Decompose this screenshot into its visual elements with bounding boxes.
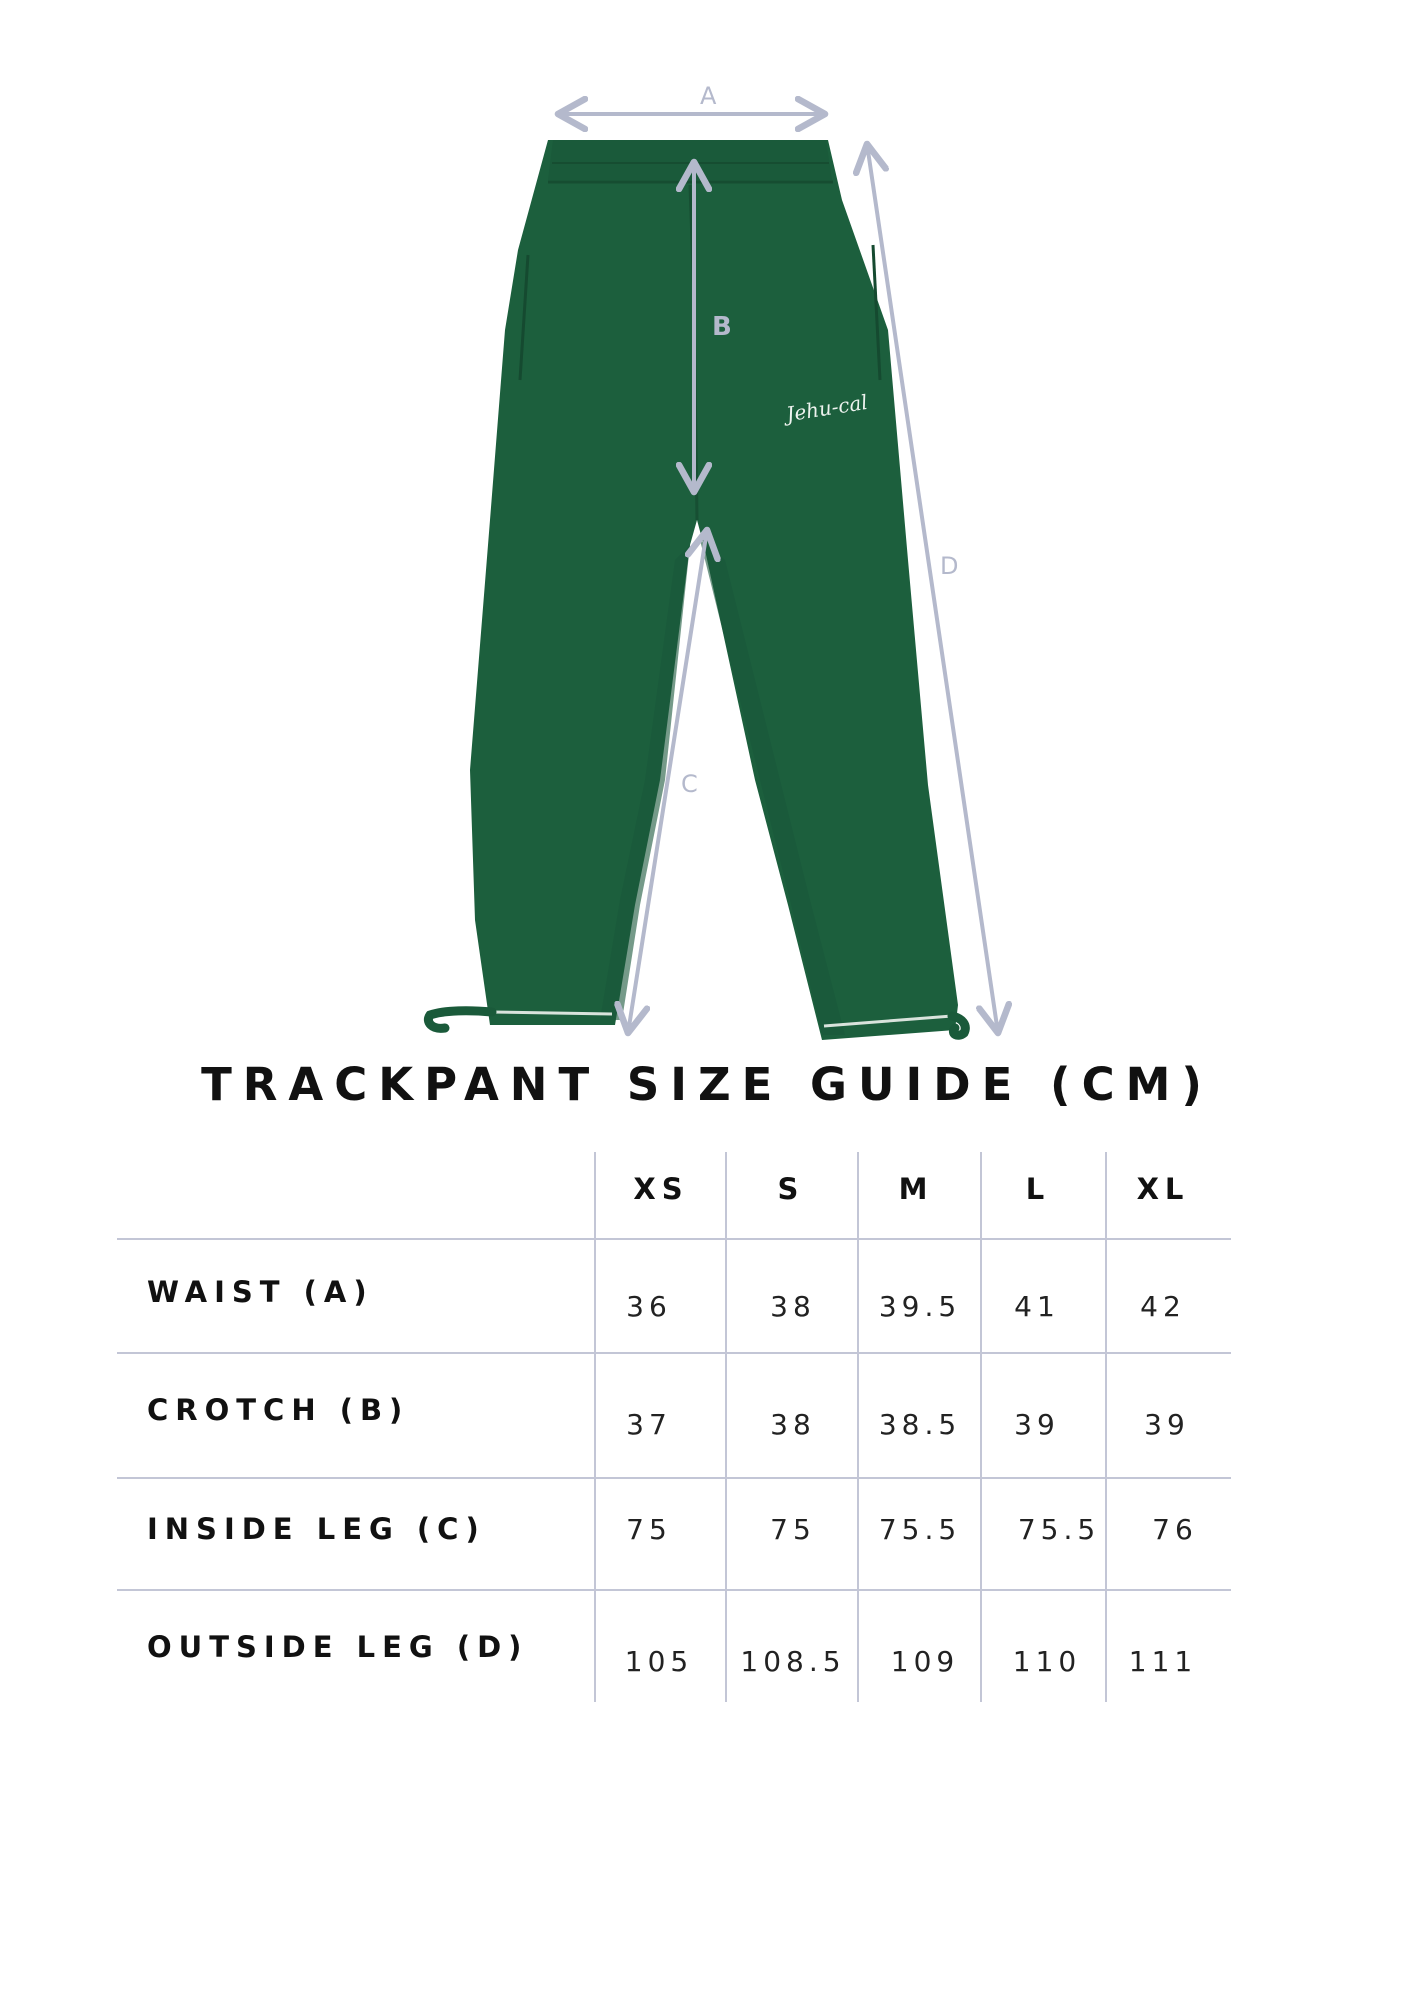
brand-logo-script: Jehu-cal bbox=[784, 389, 870, 427]
size-header-m: M bbox=[898, 1172, 934, 1206]
size-header-xs: XS bbox=[633, 1172, 689, 1206]
table-cell: 39.5 bbox=[878, 1290, 962, 1323]
dimension-label-c: C bbox=[681, 770, 698, 798]
table-cell: 111 bbox=[1128, 1645, 1198, 1678]
table-cell: 38 bbox=[770, 1408, 816, 1441]
size-guide-title: TRACKPANT SIZE GUIDE (CM) bbox=[201, 1058, 1213, 1111]
size-header-xl: XL bbox=[1136, 1172, 1190, 1206]
table-cell: 76 bbox=[1152, 1513, 1198, 1546]
table-cell: 36 bbox=[626, 1290, 672, 1323]
table-cell: 75 bbox=[626, 1513, 672, 1546]
table-divider bbox=[117, 1352, 1231, 1354]
table-cell: 39 bbox=[1144, 1408, 1190, 1441]
table-cell: 110 bbox=[1012, 1645, 1082, 1678]
row-label-outside-leg: OUTSIDE LEG (D) bbox=[147, 1630, 529, 1664]
row-label-inside-leg: INSIDE LEG (C) bbox=[147, 1512, 486, 1546]
table-cell: 37 bbox=[626, 1408, 672, 1441]
table-divider bbox=[117, 1477, 1231, 1479]
dimension-label-a: A bbox=[700, 82, 717, 110]
table-cell: 75.5 bbox=[1017, 1513, 1101, 1546]
table-divider bbox=[117, 1238, 1231, 1240]
table-cell: 75 bbox=[770, 1513, 816, 1546]
row-label-crotch: CROTCH (B) bbox=[147, 1393, 410, 1427]
table-cell: 75.5 bbox=[878, 1513, 962, 1546]
dimension-label-d: D bbox=[940, 552, 959, 580]
table-cell: 42 bbox=[1140, 1290, 1186, 1323]
table-cell: 38 bbox=[770, 1290, 816, 1323]
size-header-s: S bbox=[777, 1172, 805, 1206]
row-label-waist: WAIST (A) bbox=[147, 1275, 374, 1309]
table-cell: 109 bbox=[890, 1645, 960, 1678]
table-column-divider bbox=[725, 1152, 727, 1702]
table-cell: 38.5 bbox=[878, 1408, 962, 1441]
dimension-label-b: B bbox=[712, 312, 732, 342]
table-cell: 105 bbox=[624, 1645, 694, 1678]
table-cell: 39 bbox=[1014, 1408, 1060, 1441]
table-cell: 108.5 bbox=[740, 1645, 846, 1678]
table-divider bbox=[117, 1589, 1231, 1591]
size-header-l: L bbox=[1025, 1172, 1051, 1206]
table-cell: 41 bbox=[1014, 1290, 1060, 1323]
